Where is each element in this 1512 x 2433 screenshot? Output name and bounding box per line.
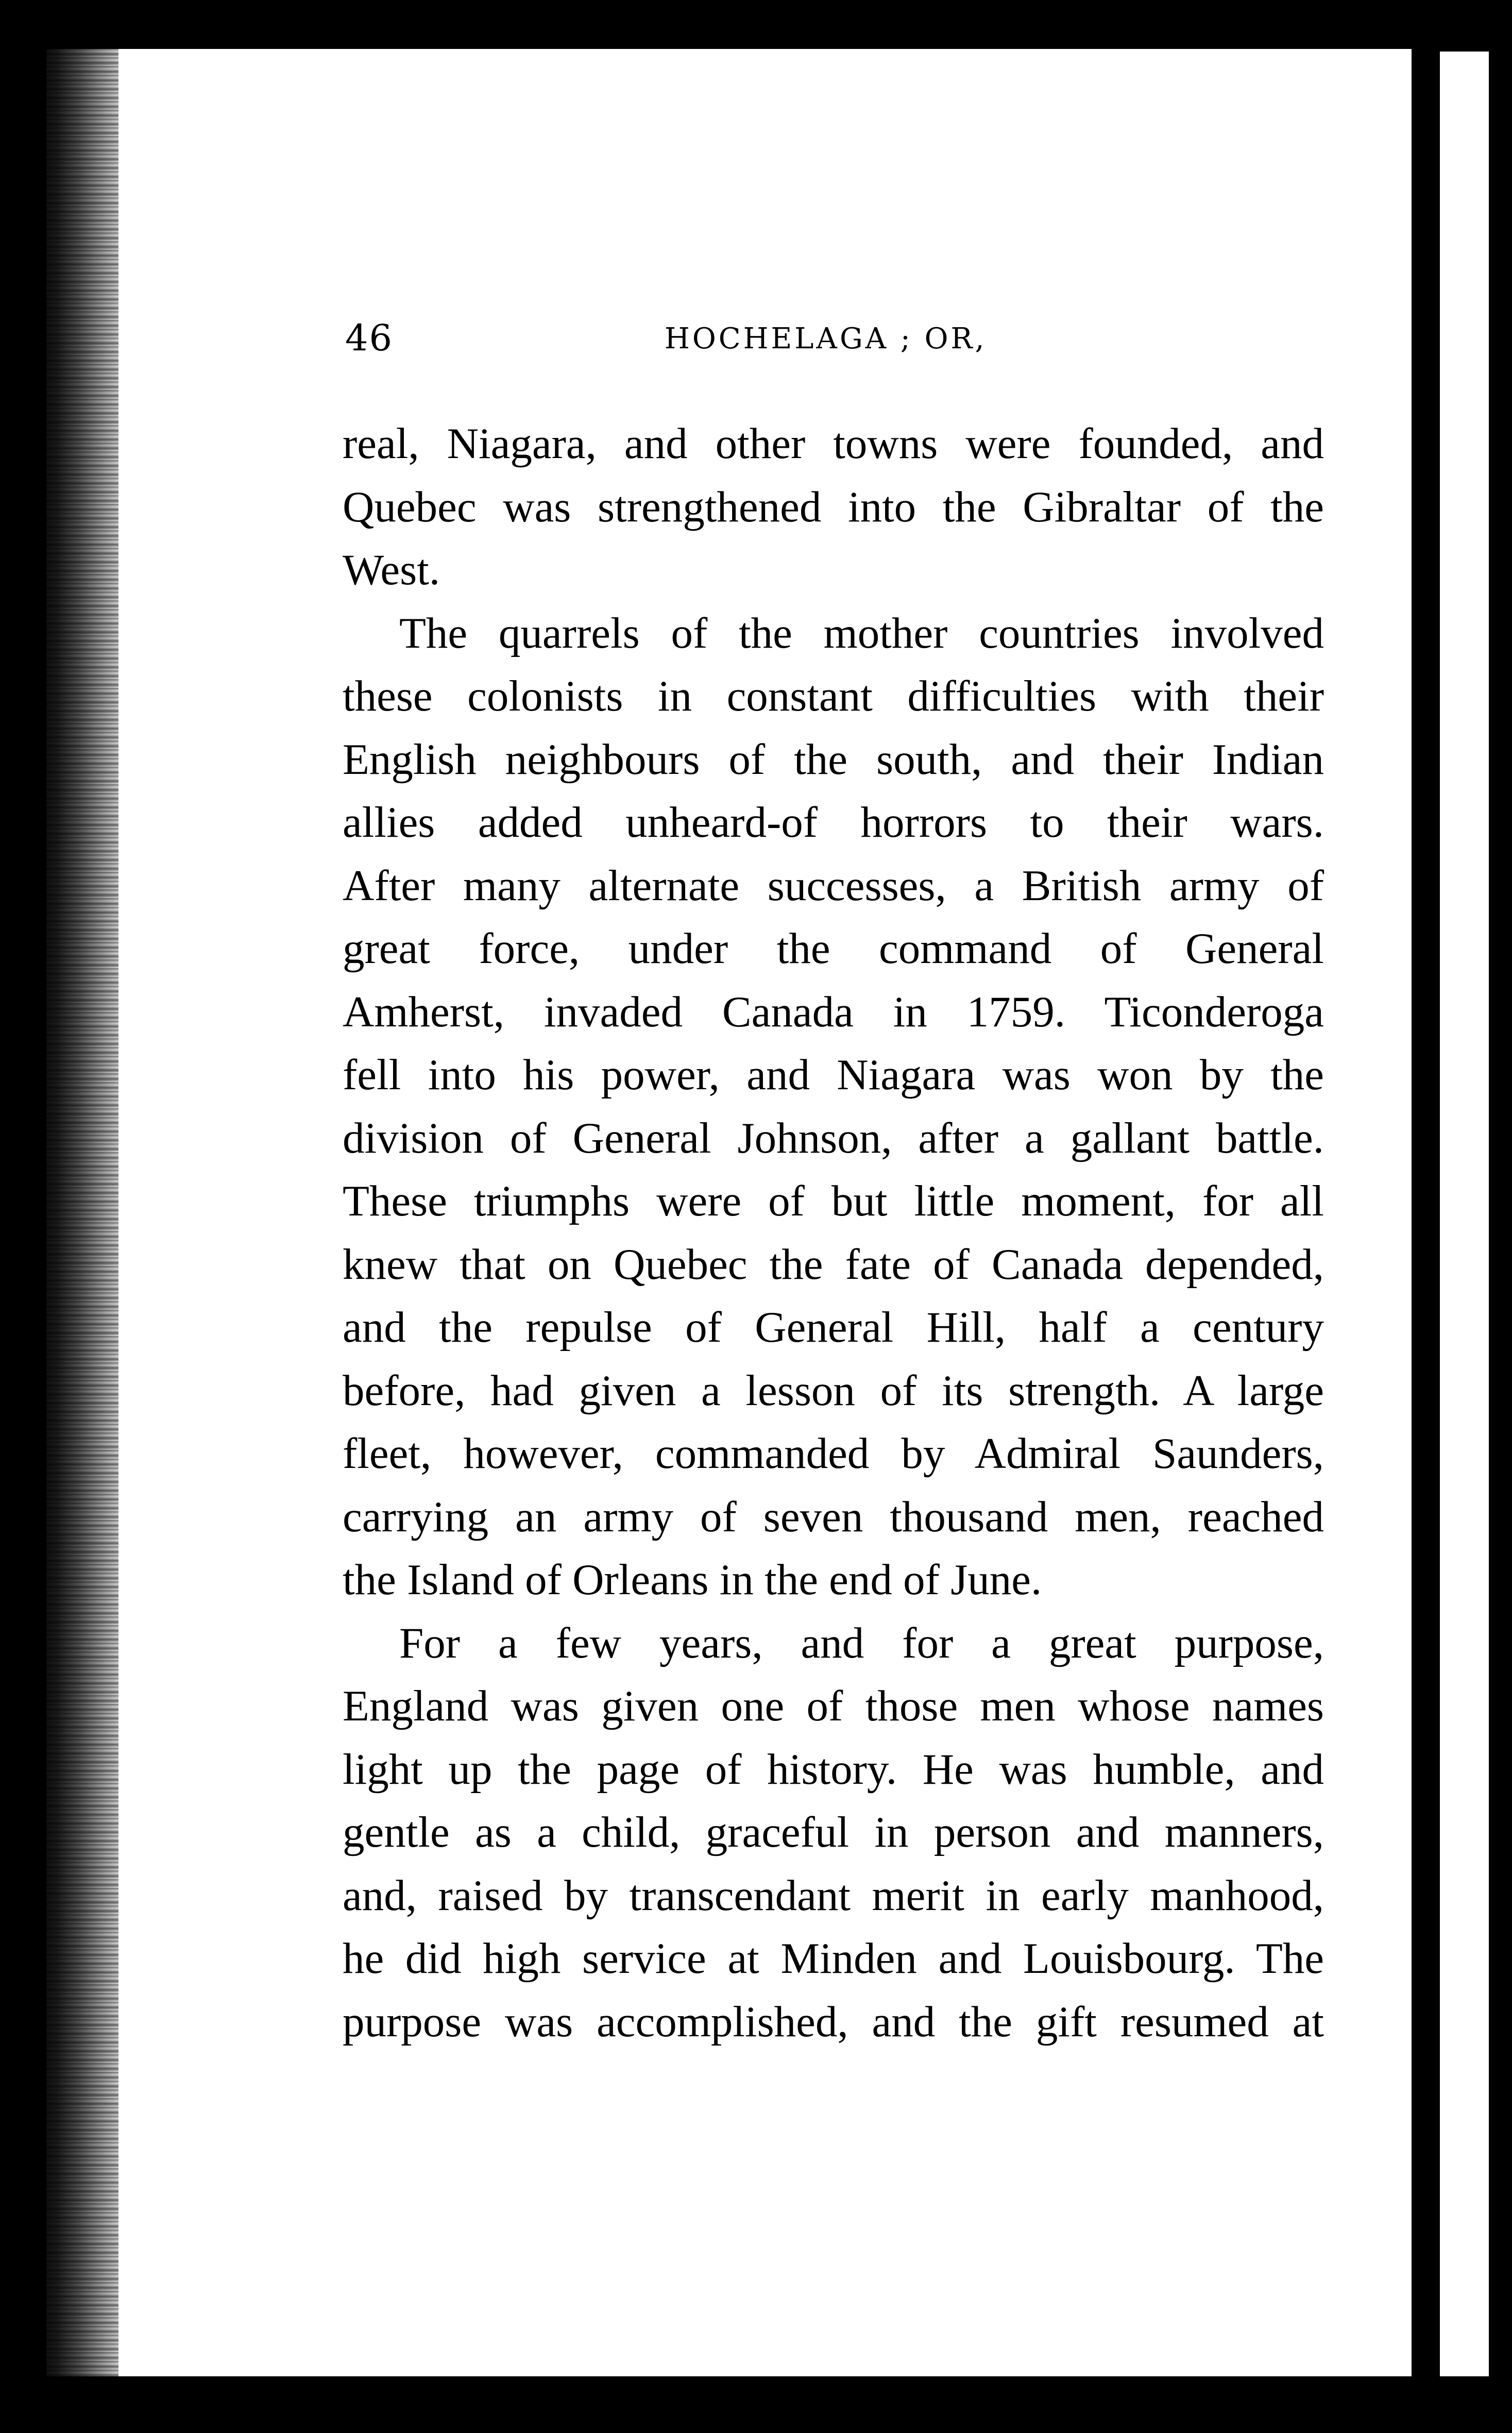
text-line: the Island of Orleans in the end of June.: [343, 1556, 1042, 1604]
text-line: division of General Johnson, after a gallant battle.: [343, 1113, 1324, 1162]
text-line: England was given one of those men whose names: [343, 1682, 1324, 1730]
text-line: For a few years, and for a great purpose,: [399, 1618, 1324, 1667]
text-line: fell into his power, and Niagara was won by the: [343, 1051, 1324, 1099]
text-line: these colonists in constant difficulties with their: [343, 672, 1324, 720]
text-line: knew that on Quebec the fate of Canada depended,: [343, 1240, 1324, 1289]
next-page-edge: [1440, 52, 1489, 2417]
scan-bottom-border: [0, 2376, 1512, 2433]
page-edge-shadow: [1412, 49, 1440, 2419]
page-number: 46: [345, 317, 394, 359]
text-line: fleet, however, commanded by Admiral Saunders,: [343, 1429, 1324, 1478]
text-line: Quebec was strengthened into the Gibraltar of the: [343, 482, 1324, 531]
text-line: allies added unheard-of horrors to their wars.: [343, 798, 1324, 847]
text-line: Amherst, invaded Canada in 1759. Ticonderoga: [343, 987, 1324, 1036]
text-line: purpose was accomplished, and the gift resumed at: [343, 1997, 1324, 2046]
text-line: West.: [343, 546, 440, 594]
text-line: gentle as a child, graceful in person and manners,: [343, 1808, 1324, 1856]
text-line: and, raised by transcendant merit in early manhood,: [343, 1871, 1324, 1920]
running-head: HOCHELAGA ; OR,: [665, 322, 987, 356]
text-line: he did high service at Minden and Louisbourg. The: [343, 1934, 1324, 1983]
text-line: before, had given a lesson of its strength. A large: [343, 1366, 1324, 1415]
text-line: The quarrels of the mother countries involved: [399, 609, 1324, 657]
binding-gutter-shadow: [31, 31, 118, 2401]
text-line: English neighbours of the south, and their Indian: [343, 735, 1324, 784]
page-header: [345, 317, 1324, 374]
text-line: After many alternate successes, a British army of: [343, 861, 1324, 910]
text-line: These triumphs were of but little moment, for all: [343, 1177, 1324, 1225]
text-line: and the repulse of General Hill, half a century: [343, 1303, 1324, 1351]
text-line: carrying an army of seven thousand men, reached: [343, 1492, 1324, 1541]
text-line: real, Niagara, and other towns were founded, and: [343, 419, 1324, 468]
body-text: [343, 412, 1324, 2053]
text-line: great force, under the command of General: [343, 924, 1324, 973]
text-line: light up the page of history. He was humble, and: [343, 1745, 1324, 1794]
